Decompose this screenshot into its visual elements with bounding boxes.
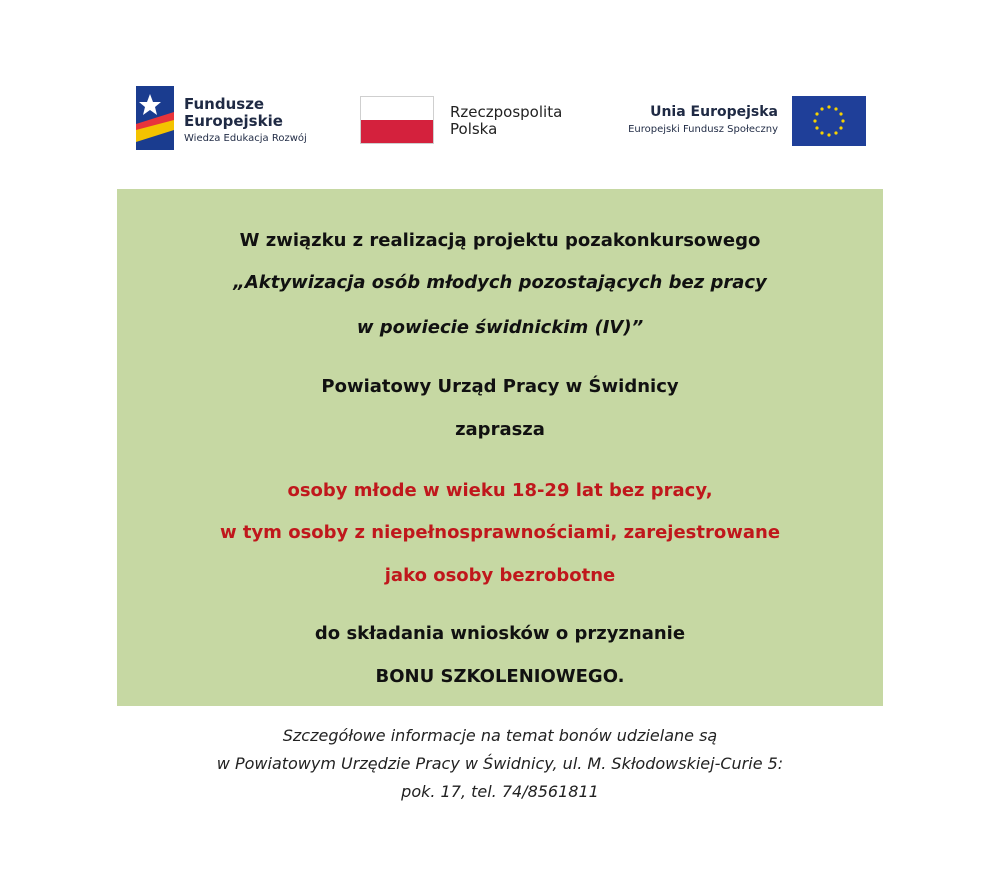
- logos-bar: [0, 86, 1000, 156]
- project-name-line2: w powiecie świdnickim (IV)”: [356, 317, 644, 338]
- purpose-text: do składania wniosków o przyznanie: [314, 623, 686, 644]
- notice-intro: W związku z realizacją projektu pozakonkursowego: [239, 230, 761, 251]
- notice-box: [117, 189, 883, 706]
- target-group-line1: osoby młode w wieku 18-29 lat bez pracy,: [287, 480, 713, 501]
- polish-flag-icon: [360, 96, 434, 144]
- office-name: Powiatowy Urząd Pracy w Świdnicy: [321, 376, 679, 397]
- fundusze-subtitle: Wiedza Edukacja Rozwój: [184, 133, 307, 144]
- unia-subtitle: Europejski Fundusz Społeczny: [628, 124, 778, 135]
- target-group-line3: jako osoby bezrobotne: [384, 565, 616, 586]
- project-name-line1: „Aktywizacja osób młodych pozostających bez pracy: [233, 272, 767, 293]
- fundusze-europejskie-logo: [136, 86, 336, 152]
- fundusze-title-line2: Europejskie: [184, 112, 283, 130]
- footer-line3: pok. 17, tel. 74/8561811: [401, 782, 599, 801]
- rzeczpospolita-line2: Polska: [450, 120, 498, 138]
- voucher-name: BONU SZKOLENIOWEGO.: [375, 666, 625, 687]
- unia-title: Unia Europejska: [650, 104, 778, 120]
- rzeczpospolita-polska-logo: [360, 96, 590, 148]
- invites-text: zaprasza: [455, 419, 545, 440]
- fundusze-title-line1: Fundusze: [184, 95, 265, 113]
- unia-europejska-logo: [620, 96, 870, 148]
- footer-line2: w Powiatowym Urzędzie Pracy w Świdnicy, ul. M. Skłodowskiej-Curie 5:: [216, 754, 784, 773]
- footer-info: [0, 722, 1000, 806]
- footer-line1: Szczegółowe informacje na temat bonów udzielane są: [282, 726, 718, 745]
- eu-flag-icon: [792, 96, 866, 146]
- rzeczpospolita-line1: Rzeczpospolita: [450, 103, 563, 121]
- fundusze-europejskie-icon: [136, 86, 174, 150]
- target-group-line2: w tym osoby z niepełnosprawnościami, zarejestrowane: [219, 522, 781, 543]
